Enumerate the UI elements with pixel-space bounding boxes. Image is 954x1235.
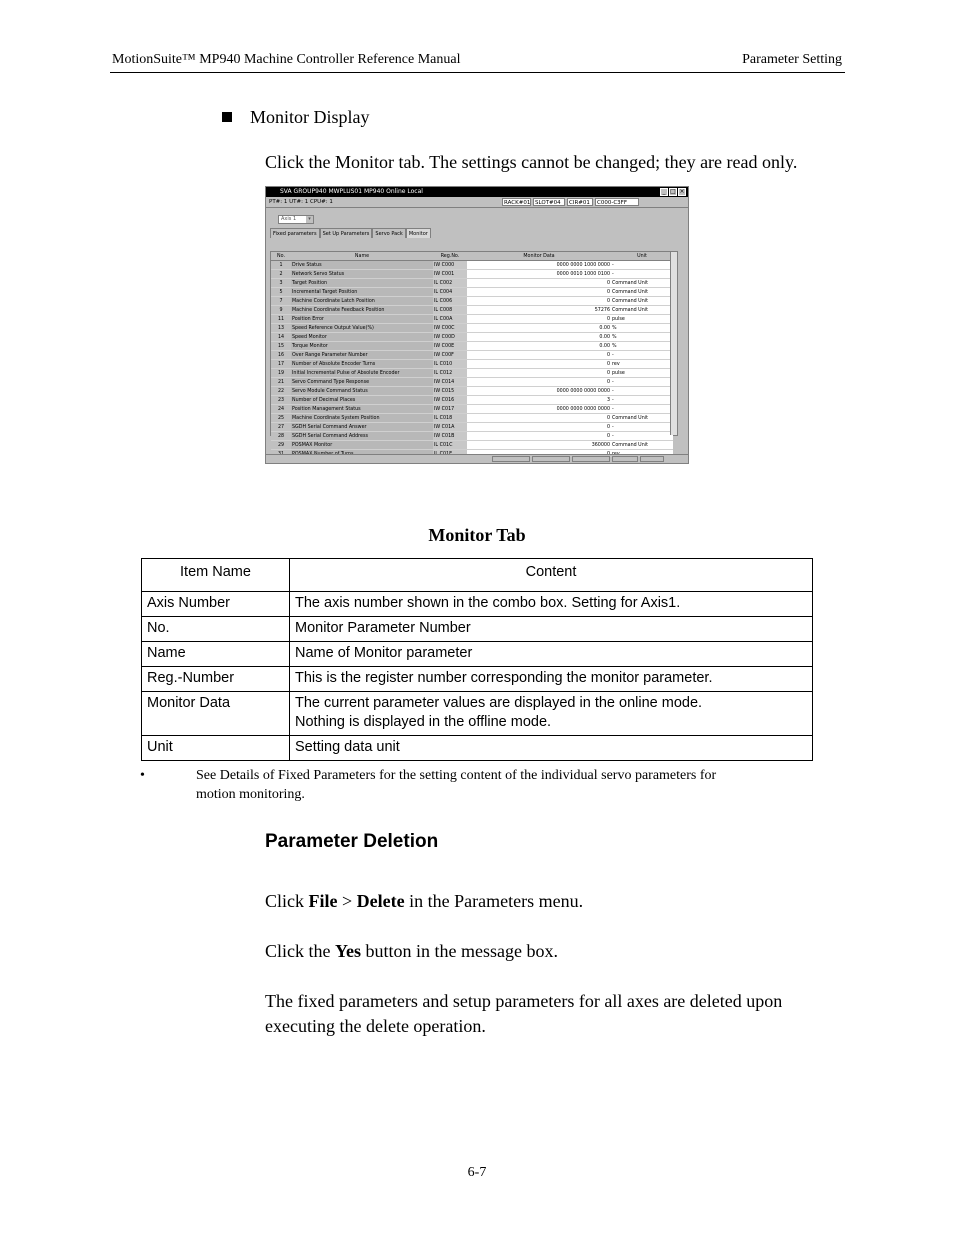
- status-ptn: PT#: 1 UT#: 1 CPU#: 1: [268, 198, 358, 206]
- grid-cell-data: 0: [467, 432, 611, 441]
- grid-cell-name: Drive Status: [291, 261, 433, 270]
- grid-row[interactable]: [271, 333, 673, 342]
- grid-cell-unit: %: [611, 324, 673, 333]
- deletion-step-1-post: in the Parameters menu.: [404, 891, 584, 911]
- grid-cell-reg: IL C010: [433, 360, 467, 369]
- grid-cell-reg: IL C004: [433, 288, 467, 297]
- grid-cell-data: 0: [467, 297, 611, 306]
- grid-cell-reg: IL C00A: [433, 315, 467, 324]
- table-cell-line: Nothing is displayed in the offline mode.: [295, 714, 552, 730]
- grid-row[interactable]: [271, 432, 673, 441]
- bottom-pane: [532, 456, 570, 462]
- grid-cell-data: 0: [467, 360, 611, 369]
- running-header-title: MotionSuite™ MP940 Machine Controller Reference Manual: [112, 52, 461, 67]
- grid-row[interactable]: [271, 315, 673, 324]
- table-cell-content: Setting data unit: [290, 736, 813, 761]
- grid-cell-unit: -: [611, 396, 673, 405]
- grid-cell-unit: Command Unit: [611, 414, 673, 423]
- status-range: C000-C3FF: [595, 198, 639, 206]
- grid-cell-name: POSMAX Monitor: [291, 441, 433, 450]
- parameter-tabs: [270, 228, 431, 238]
- header-rule: [110, 72, 845, 73]
- grid-cell-no: 23: [271, 396, 291, 405]
- grid-cell-name: Number of Decimal Places: [291, 396, 433, 405]
- grid-cell-reg: IL C008: [433, 306, 467, 315]
- menu-separator: >: [337, 891, 357, 911]
- grid-cell-name: Over Range Parameter Number: [291, 351, 433, 360]
- grid-cell-reg: IW C00E: [433, 342, 467, 351]
- deletion-step-3-line: executing the delete operation.: [265, 1016, 486, 1036]
- grid-cell-reg: IW C017: [433, 405, 467, 414]
- table-row: [142, 736, 813, 761]
- table-cell-line: The current parameter values are displayed in the online mode.: [295, 695, 703, 711]
- table-cell-content: The axis number shown in the combo box. Setting for Axis1.: [290, 592, 813, 617]
- running-header-section: Parameter Setting: [742, 52, 842, 67]
- table-cell-content: This is the register number corresponding the monitor parameter.: [290, 667, 813, 692]
- grid-cell-reg: IW C014: [433, 378, 467, 387]
- status-rack: RACK#01: [504, 200, 531, 206]
- table-header-row: [142, 559, 813, 592]
- grid-cell-name: Position Error: [291, 315, 433, 324]
- deletion-step-1: [265, 889, 583, 914]
- section-bullet-title: Monitor Display: [250, 107, 370, 127]
- grid-cell-unit: -: [611, 405, 673, 414]
- grid-cell-no: 16: [271, 351, 291, 360]
- grid-row[interactable]: [271, 423, 673, 432]
- grid-row[interactable]: [271, 306, 673, 315]
- grid-cell-unit: -: [611, 423, 673, 432]
- deletion-step-1-pre: Click: [265, 891, 309, 911]
- table-cell-content: Name of Monitor parameter: [290, 642, 813, 667]
- grid-row[interactable]: [271, 387, 673, 396]
- square-bullet-icon: [222, 112, 232, 122]
- grid-cell-name: SGDH Serial Command Answer: [291, 423, 433, 432]
- grid-cell-no: 27: [271, 423, 291, 432]
- grid-cell-no: 15: [271, 342, 291, 351]
- grid-header-row: [271, 252, 673, 261]
- grid-col-data: Monitor Data: [467, 252, 611, 261]
- yes-button-label: Yes: [335, 941, 361, 961]
- grid-row[interactable]: [271, 378, 673, 387]
- grid-row[interactable]: [271, 288, 673, 297]
- table-row: [142, 642, 813, 667]
- grid-cell-no: 24: [271, 405, 291, 414]
- grid-cell-data: 0: [467, 423, 611, 432]
- grid-cell-reg: IW C00F: [433, 351, 467, 360]
- bottom-pane: [492, 456, 530, 462]
- bottom-pane: [640, 456, 664, 462]
- grid-cell-reg: IL C01C: [433, 441, 467, 450]
- grid-cell-name: Target Position: [291, 279, 433, 288]
- grid-row[interactable]: [271, 297, 673, 306]
- grid-cell-unit: -: [611, 387, 673, 396]
- grid-cell-reg: IW C001: [433, 270, 467, 279]
- grid-cell-name: Machine Coordinate Feedback Position: [291, 306, 433, 315]
- grid-cell-no: 14: [271, 333, 291, 342]
- delete-menu-label: Delete: [356, 891, 405, 911]
- axis-combo-box[interactable]: [278, 215, 314, 224]
- table-cell-content: [290, 692, 813, 736]
- table-row: [142, 592, 813, 617]
- grid-cell-unit: pulse: [611, 315, 673, 324]
- grid-row[interactable]: [271, 369, 673, 378]
- grid-row[interactable]: [271, 261, 673, 270]
- grid-cell-no: 28: [271, 432, 291, 441]
- maximize-button[interactable]: □: [670, 188, 676, 195]
- grid-cell-no: 13: [271, 324, 291, 333]
- grid-cell-reg: IW C016: [433, 396, 467, 405]
- window-title: SVA GROUP940 MWPLUS01 MP940 Online Local: [280, 188, 423, 195]
- grid-cell-name: Position Management Status: [291, 405, 433, 414]
- grid-cell-no: 7: [271, 297, 291, 306]
- parameter-deletion-heading: Parameter Deletion: [265, 831, 439, 852]
- axis-combo-value: Axis 1: [281, 216, 297, 222]
- grid-cell-unit: Command Unit: [611, 288, 673, 297]
- grid-cell-unit: Command Unit: [611, 306, 673, 315]
- table-cell-item: Unit: [142, 736, 290, 761]
- grid-cell-reg: IL C018: [433, 414, 467, 423]
- grid-cell-data: 0: [467, 369, 611, 378]
- table-cell-item: Name: [142, 642, 290, 667]
- grid-cell-name: Torque Monitor: [291, 342, 433, 351]
- grid-cell-name: Machine Coordinate System Position: [291, 414, 433, 423]
- grid-vertical-scrollbar[interactable]: [670, 252, 677, 435]
- deletion-step-3: [265, 989, 782, 1039]
- grid-cell-name: Servo Command Type Response: [291, 378, 433, 387]
- grid-cell-unit: pulse: [611, 369, 673, 378]
- grid-row[interactable]: [271, 396, 673, 405]
- grid-cell-data: 0.00: [467, 333, 611, 342]
- grid-cell-name: Number of Absolute Encoder Turns: [291, 360, 433, 369]
- grid-cell-data: 0: [467, 351, 611, 360]
- grid-row[interactable]: [271, 360, 673, 369]
- grid-cell-unit: -: [611, 378, 673, 387]
- grid-cell-reg: IL C002: [433, 279, 467, 288]
- deletion-step-2-pre: Click the: [265, 941, 335, 961]
- file-menu-label: File: [308, 891, 338, 911]
- grid-col-name: Name: [291, 252, 433, 261]
- grid-cell-data: 360000: [467, 441, 611, 450]
- bottom-pane: [572, 456, 610, 462]
- grid-cell-unit: Command Unit: [611, 441, 673, 450]
- grid-cell-reg: IL C012: [433, 369, 467, 378]
- grid-cell-reg: IW C01A: [433, 423, 467, 432]
- grid-cell-no: 2: [271, 270, 291, 279]
- section-intro: Click the Monitor tab. The settings cannot be changed; they are read only.: [265, 152, 798, 172]
- monitor-tab-table: [141, 558, 813, 761]
- grid-cell-no: 5: [271, 288, 291, 297]
- grid-cell-name: Machine Coordinate Latch Position: [291, 297, 433, 306]
- grid-cell-name: Incremental Target Position: [291, 288, 433, 297]
- grid-cell-data: 0: [467, 279, 611, 288]
- grid-cell-unit: Command Unit: [611, 297, 673, 306]
- grid-cell-data: 0: [467, 414, 611, 423]
- grid-cell-no: 21: [271, 378, 291, 387]
- grid-cell-unit: rev: [611, 360, 673, 369]
- deletion-step-3-line: The fixed parameters and setup parameters for all axes are deleted upon: [265, 991, 783, 1011]
- window-bottom-bar: [266, 454, 688, 463]
- grid-row[interactable]: [271, 324, 673, 333]
- status-slot: SLOT#04: [533, 198, 565, 206]
- grid-cell-unit: -: [611, 351, 673, 360]
- grid-cell-no: 11: [271, 315, 291, 324]
- grid-cell-unit: -: [611, 261, 673, 270]
- figure-caption: Monitor Tab: [428, 525, 526, 545]
- grid-col-no: No.: [271, 252, 291, 261]
- table-row: [142, 617, 813, 642]
- grid-cell-reg: IW C01B: [433, 432, 467, 441]
- grid-cell-no: 17: [271, 360, 291, 369]
- table-header-content: Content: [290, 559, 813, 592]
- page-number: 6-7: [467, 1165, 487, 1180]
- grid-row[interactable]: [271, 351, 673, 360]
- grid-cell-unit: -: [611, 270, 673, 279]
- grid-row[interactable]: [271, 342, 673, 351]
- note-line-1: See Details of Fixed Parameters for the setting content of the individual servo parameters for: [196, 768, 717, 783]
- grid-cell-name: Speed Reference Output Value(%): [291, 324, 433, 333]
- grid-cell-reg: IL C006: [433, 297, 467, 306]
- grid-cell-data: 0000 0010 1000 0100: [467, 270, 611, 279]
- grid-cell-unit: -: [611, 432, 673, 441]
- grid-cell-data: 0: [467, 288, 611, 297]
- grid-cell-name: Speed Monitor: [291, 333, 433, 342]
- grid-cell-data: 0000 0000 0000 0000: [467, 387, 611, 396]
- tab-setup-parameters[interactable]: Set Up Parameters: [320, 228, 373, 238]
- bottom-pane: [612, 456, 638, 462]
- grid-cell-name: Servo Module Command Status: [291, 387, 433, 396]
- monitor-tab-screenshot: [265, 186, 689, 464]
- grid-cell-data: 3: [467, 396, 611, 405]
- grid-cell-reg: IW C00C: [433, 324, 467, 333]
- status-cir: CIR#01: [567, 198, 593, 206]
- grid-cell-no: 22: [271, 387, 291, 396]
- grid-cell-name: Initial Incremental Pulse of Absolute Encoder: [291, 369, 433, 378]
- grid-cell-name: Network Servo Status: [291, 270, 433, 279]
- table-row: [142, 667, 813, 692]
- grid-cell-data: 0000 0000 0000 0000: [467, 405, 611, 414]
- grid-row[interactable]: [271, 414, 673, 423]
- monitor-grid: [270, 251, 678, 448]
- close-button[interactable]: ×: [679, 188, 685, 195]
- grid-cell-no: 9: [271, 306, 291, 315]
- grid-row[interactable]: [271, 270, 673, 279]
- grid-cell-unit: %: [611, 342, 673, 351]
- table-row: [142, 692, 813, 736]
- table-cell-content: Monitor Parameter Number: [290, 617, 813, 642]
- grid-cell-no: 1: [271, 261, 291, 270]
- grid-cell-no: 29: [271, 441, 291, 450]
- grid-cell-no: 19: [271, 369, 291, 378]
- table-cell-item: Monitor Data: [142, 692, 290, 736]
- deletion-step-2-post: button in the message box.: [361, 941, 558, 961]
- grid-col-reg: Reg.No.: [433, 252, 467, 261]
- grid-cell-data: 0: [467, 378, 611, 387]
- chevron-down-icon[interactable]: ▾: [306, 216, 313, 223]
- grid-cell-no: 25: [271, 414, 291, 423]
- grid-cell-data: 0.00: [467, 324, 611, 333]
- tab-fixed-parameters[interactable]: Fixed parameters: [270, 228, 320, 238]
- grid-cell-reg: IW C00D: [433, 333, 467, 342]
- deletion-step-2: [265, 939, 558, 964]
- table-cell-item: Reg.-Number: [142, 667, 290, 692]
- grid-cell-data: 0: [467, 315, 611, 324]
- note-bullet: •: [140, 768, 145, 783]
- minimize-button[interactable]: _: [660, 188, 668, 196]
- grid-cell-name: SGDH Serial Command Address: [291, 432, 433, 441]
- grid-row[interactable]: [271, 405, 673, 414]
- window-titlebar: [266, 187, 688, 197]
- grid-row[interactable]: [271, 279, 673, 288]
- grid-cell-no: 3: [271, 279, 291, 288]
- table-header-item: Item Name: [142, 559, 290, 592]
- tab-servo-pack[interactable]: Servo Pack: [372, 228, 405, 238]
- grid-row[interactable]: [271, 441, 673, 450]
- window-statusbar: [266, 197, 688, 208]
- table-cell-item: No.: [142, 617, 290, 642]
- grid-cell-data: 0000 0000 1000 0000: [467, 261, 611, 270]
- grid-col-unit: Unit: [611, 252, 673, 261]
- note-line-2: motion monitoring.: [196, 787, 305, 802]
- grid-cell-unit: Command Unit: [611, 279, 673, 288]
- grid-cell-data: 0.00: [467, 342, 611, 351]
- grid-cell-reg: IW C000: [433, 261, 467, 270]
- grid-cell-data: 57276: [467, 306, 611, 315]
- table-cell-item: Axis Number: [142, 592, 290, 617]
- grid-cell-unit: %: [611, 333, 673, 342]
- tab-monitor[interactable]: Monitor: [406, 228, 431, 238]
- grid-cell-reg: IW C015: [433, 387, 467, 396]
